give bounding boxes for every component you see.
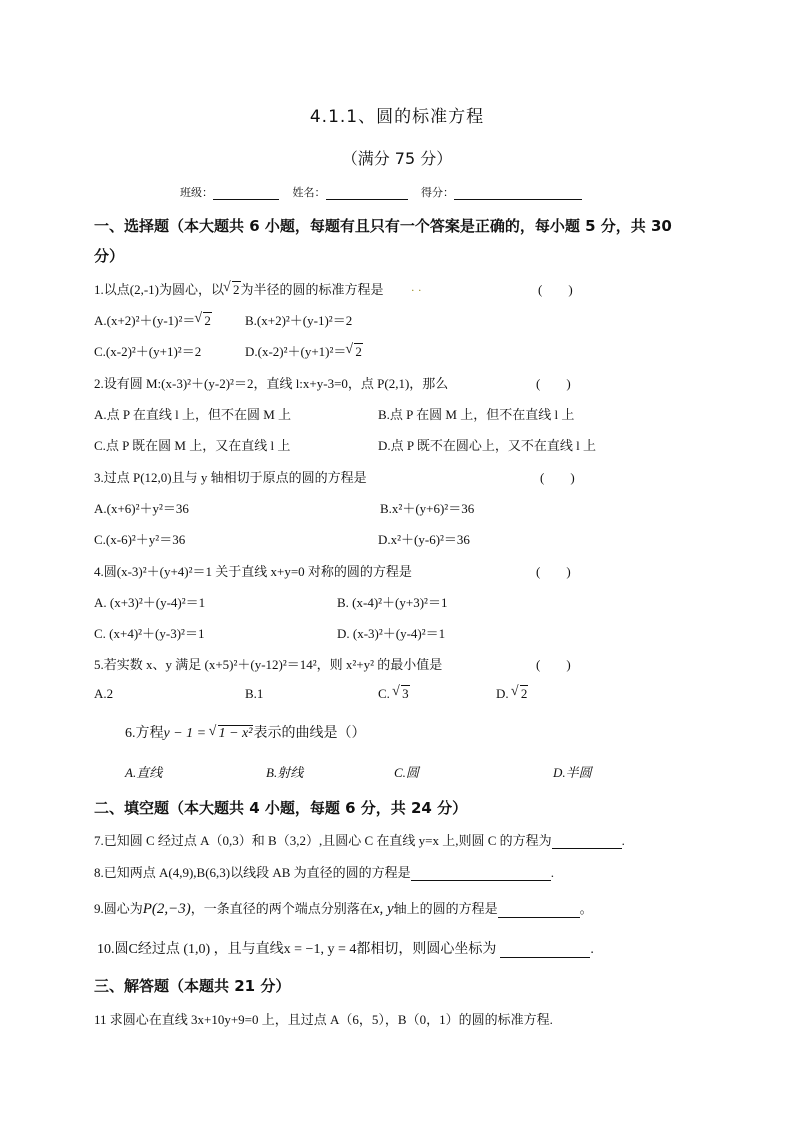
section3-heading: 三、解答题（本题共 21 分） [94,977,291,995]
q3-option-a: A.(x+6)²＋y²＝36 [94,501,189,516]
q4-option-c: C. (x+4)²＋(y-3)²＝1 [94,626,205,641]
score-label: 得分： [421,186,454,199]
q6-option-a: A.直线 [125,765,163,780]
question-11: 11 求圆心在直线 3x+10y+9=0 上，且过点 A（6，5），B（0，1）的圆的标准方程. [94,1012,553,1027]
q4-option-d: D. (x-3)²＋(y-4)²＝1 [337,626,446,641]
q3-option-c: C.(x-6)²＋y²＝36 [94,532,186,547]
section2-heading: 二、填空题（本大题共 4 小题，每题 6 分，共 24 分） [94,799,468,817]
q7-blank [552,834,622,849]
q1-option-b: B.(x+2)²＋(y-1)²＝2 [245,313,353,328]
q2-option-a: A.点 P 在直线 l 上，但不在圆 M 上 [94,407,292,422]
question-10: 10.圆C经过点 (1,0) ，且与直线x = −1, y = 4都相切，则圆心坐标为 . [97,942,594,957]
score-blank [454,187,582,200]
q2-option-d: D.点 P 既不在圆心上，又不在直线 l 上 [378,438,596,453]
q1-option-a: A.(x+2)²＋(y-1)²＝√ 2 [94,310,212,329]
question-7: 7.已知圆 C 经过点 A（0,3）和 B（3,2）,且圆心 C 在直线 y=x 上,则圆 C 的方程为 . [94,833,625,848]
q6-option-b: B.射线 [266,765,304,780]
q4-option-a: A. (x+3)²＋(y-4)²＝1 [94,595,206,610]
question-3: 3.过点 P(12,0)且与 y 轴相切于原点的圆的方程是 [94,470,367,485]
q10-blank [500,943,590,958]
class-label: 班级： [180,186,213,199]
q6-option-d: D.半圆 [553,765,592,780]
q5-option-c: C. √ 3 [378,686,410,702]
class-blank [213,187,279,200]
decorative-dots: · · [410,283,422,297]
name-blank [326,187,408,200]
section1-heading: 一、选择题（本大题共 6 小题，每题有且只有一个答案是正确的，每小题 5 分，共 30 [94,217,672,235]
q5-option-d: D. √ 2 [496,686,528,702]
q5-option-a: A.2 [94,686,114,701]
question-2: 2.设有圆 M:(x-3)²＋(y-2)²＝2，直线 l:x+y-3=0，点 P(2,1)，那么 [94,376,449,391]
q3-option-b: B.x²＋(y+6)²＝36 [380,501,475,516]
q1-option-d: D.(x-2)²＋(y+1)²＝√ 2 [245,341,363,360]
answer-paren-5: ( ) [536,657,571,672]
q3-option-d: D.x²＋(y-6)²＝36 [378,532,470,547]
section1-heading-cont: 分） [94,247,125,265]
question-8: 8.已知两点 A(4,9),B(6,3)以线段 AB 为直径的圆的方程是 . [94,865,554,880]
answer-paren-3: ( ) [540,470,575,485]
q6-option-c: C.圆 [394,765,419,780]
question-6: 6.方程y − 1 = √ 1 − x²表示的曲线是（） [125,722,365,742]
page-subtitle: （满分 75 分） [341,149,453,168]
question-1: 1.以点(2,-1)为圆心，以√ 2为半径的圆的标准方程是 · · [94,279,422,298]
q8-blank [411,866,551,881]
name-label: 姓名： [292,186,326,199]
question-4: 4.圆(x-3)²＋(y+4)²＝1 关于直线 x+y=0 对称的圆的方程是 [94,564,412,579]
q2-option-b: B.点 P 在圆 M 上，但不在直线 l 上 [378,407,575,422]
question-9: 9.圆心为P(2,−3)，一条直径的两个端点分别落在x, y轴上的圆的方程是 。 [94,901,593,917]
q1-option-c: C.(x-2)²＋(y+1)²＝2 [94,344,202,359]
answer-paren-4: ( ) [536,564,571,579]
q5-option-b: B.1 [245,686,264,701]
student-info-row [180,184,582,200]
answer-paren-1: ( ) [538,282,573,297]
q9-blank [498,903,580,918]
question-5: 5.若实数 x、y 满足 (x+5)²＋(y-12)²＝14²，则 x²+y² 的最小值是 [94,657,443,672]
q2-option-c: C.点 P 既在圆 M 上，又在直线 l 上 [94,438,291,453]
answer-paren-2: ( ) [536,376,571,391]
q4-option-b: B. (x-4)²＋(y+3)²＝1 [337,595,448,610]
page-title: 4.1.1、圆的标准方程 [309,107,485,127]
